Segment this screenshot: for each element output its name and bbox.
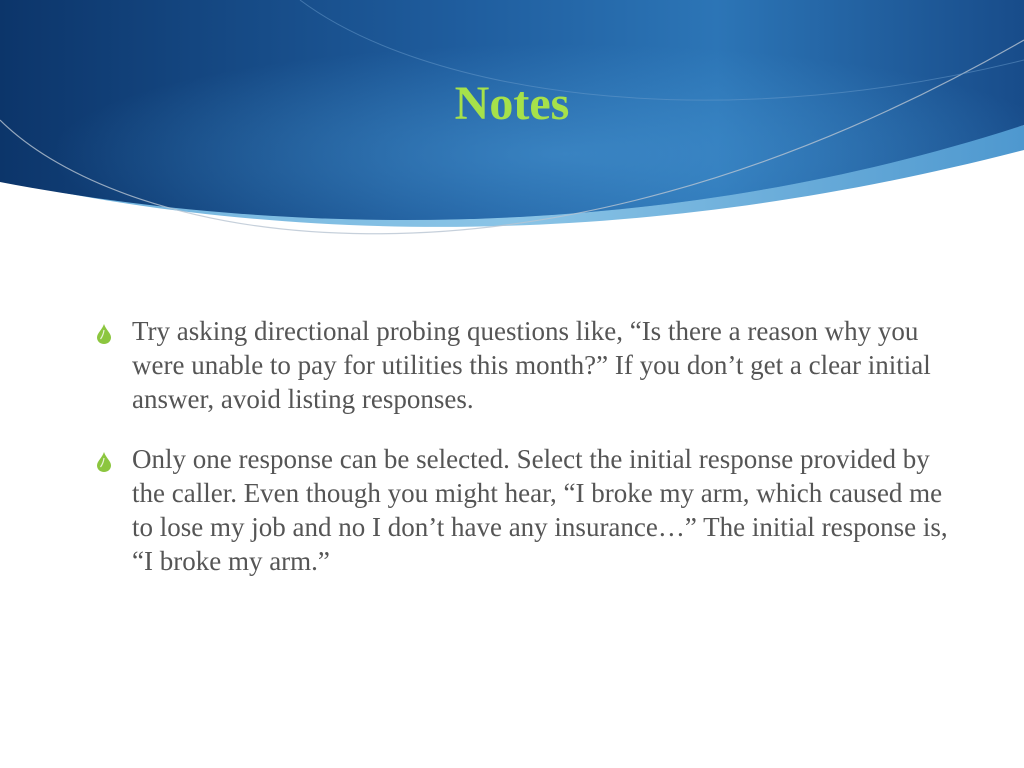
header-background	[0, 0, 1024, 300]
bullet-text: Only one response can be selected. Select the initial response provided by the caller. Even though you might hear, “I broke my arm, which caused me to lose my job and no I don’t have any insurance…” The initial response is, “I broke my arm.”	[132, 444, 948, 576]
bullet-item	[92, 314, 952, 416]
slide-title: Notes	[454, 77, 570, 130]
bullet-item	[92, 442, 952, 578]
leaf-drop-icon	[96, 324, 112, 344]
leaf-drop-icon	[96, 452, 112, 472]
bullet-text: Try asking directional probing questions like, “Is there a reason why you were unable to pay for utilities this month?” If you don’t get a clear initial answer, avoid listing responses.	[132, 316, 931, 414]
bullet-list	[92, 314, 952, 604]
